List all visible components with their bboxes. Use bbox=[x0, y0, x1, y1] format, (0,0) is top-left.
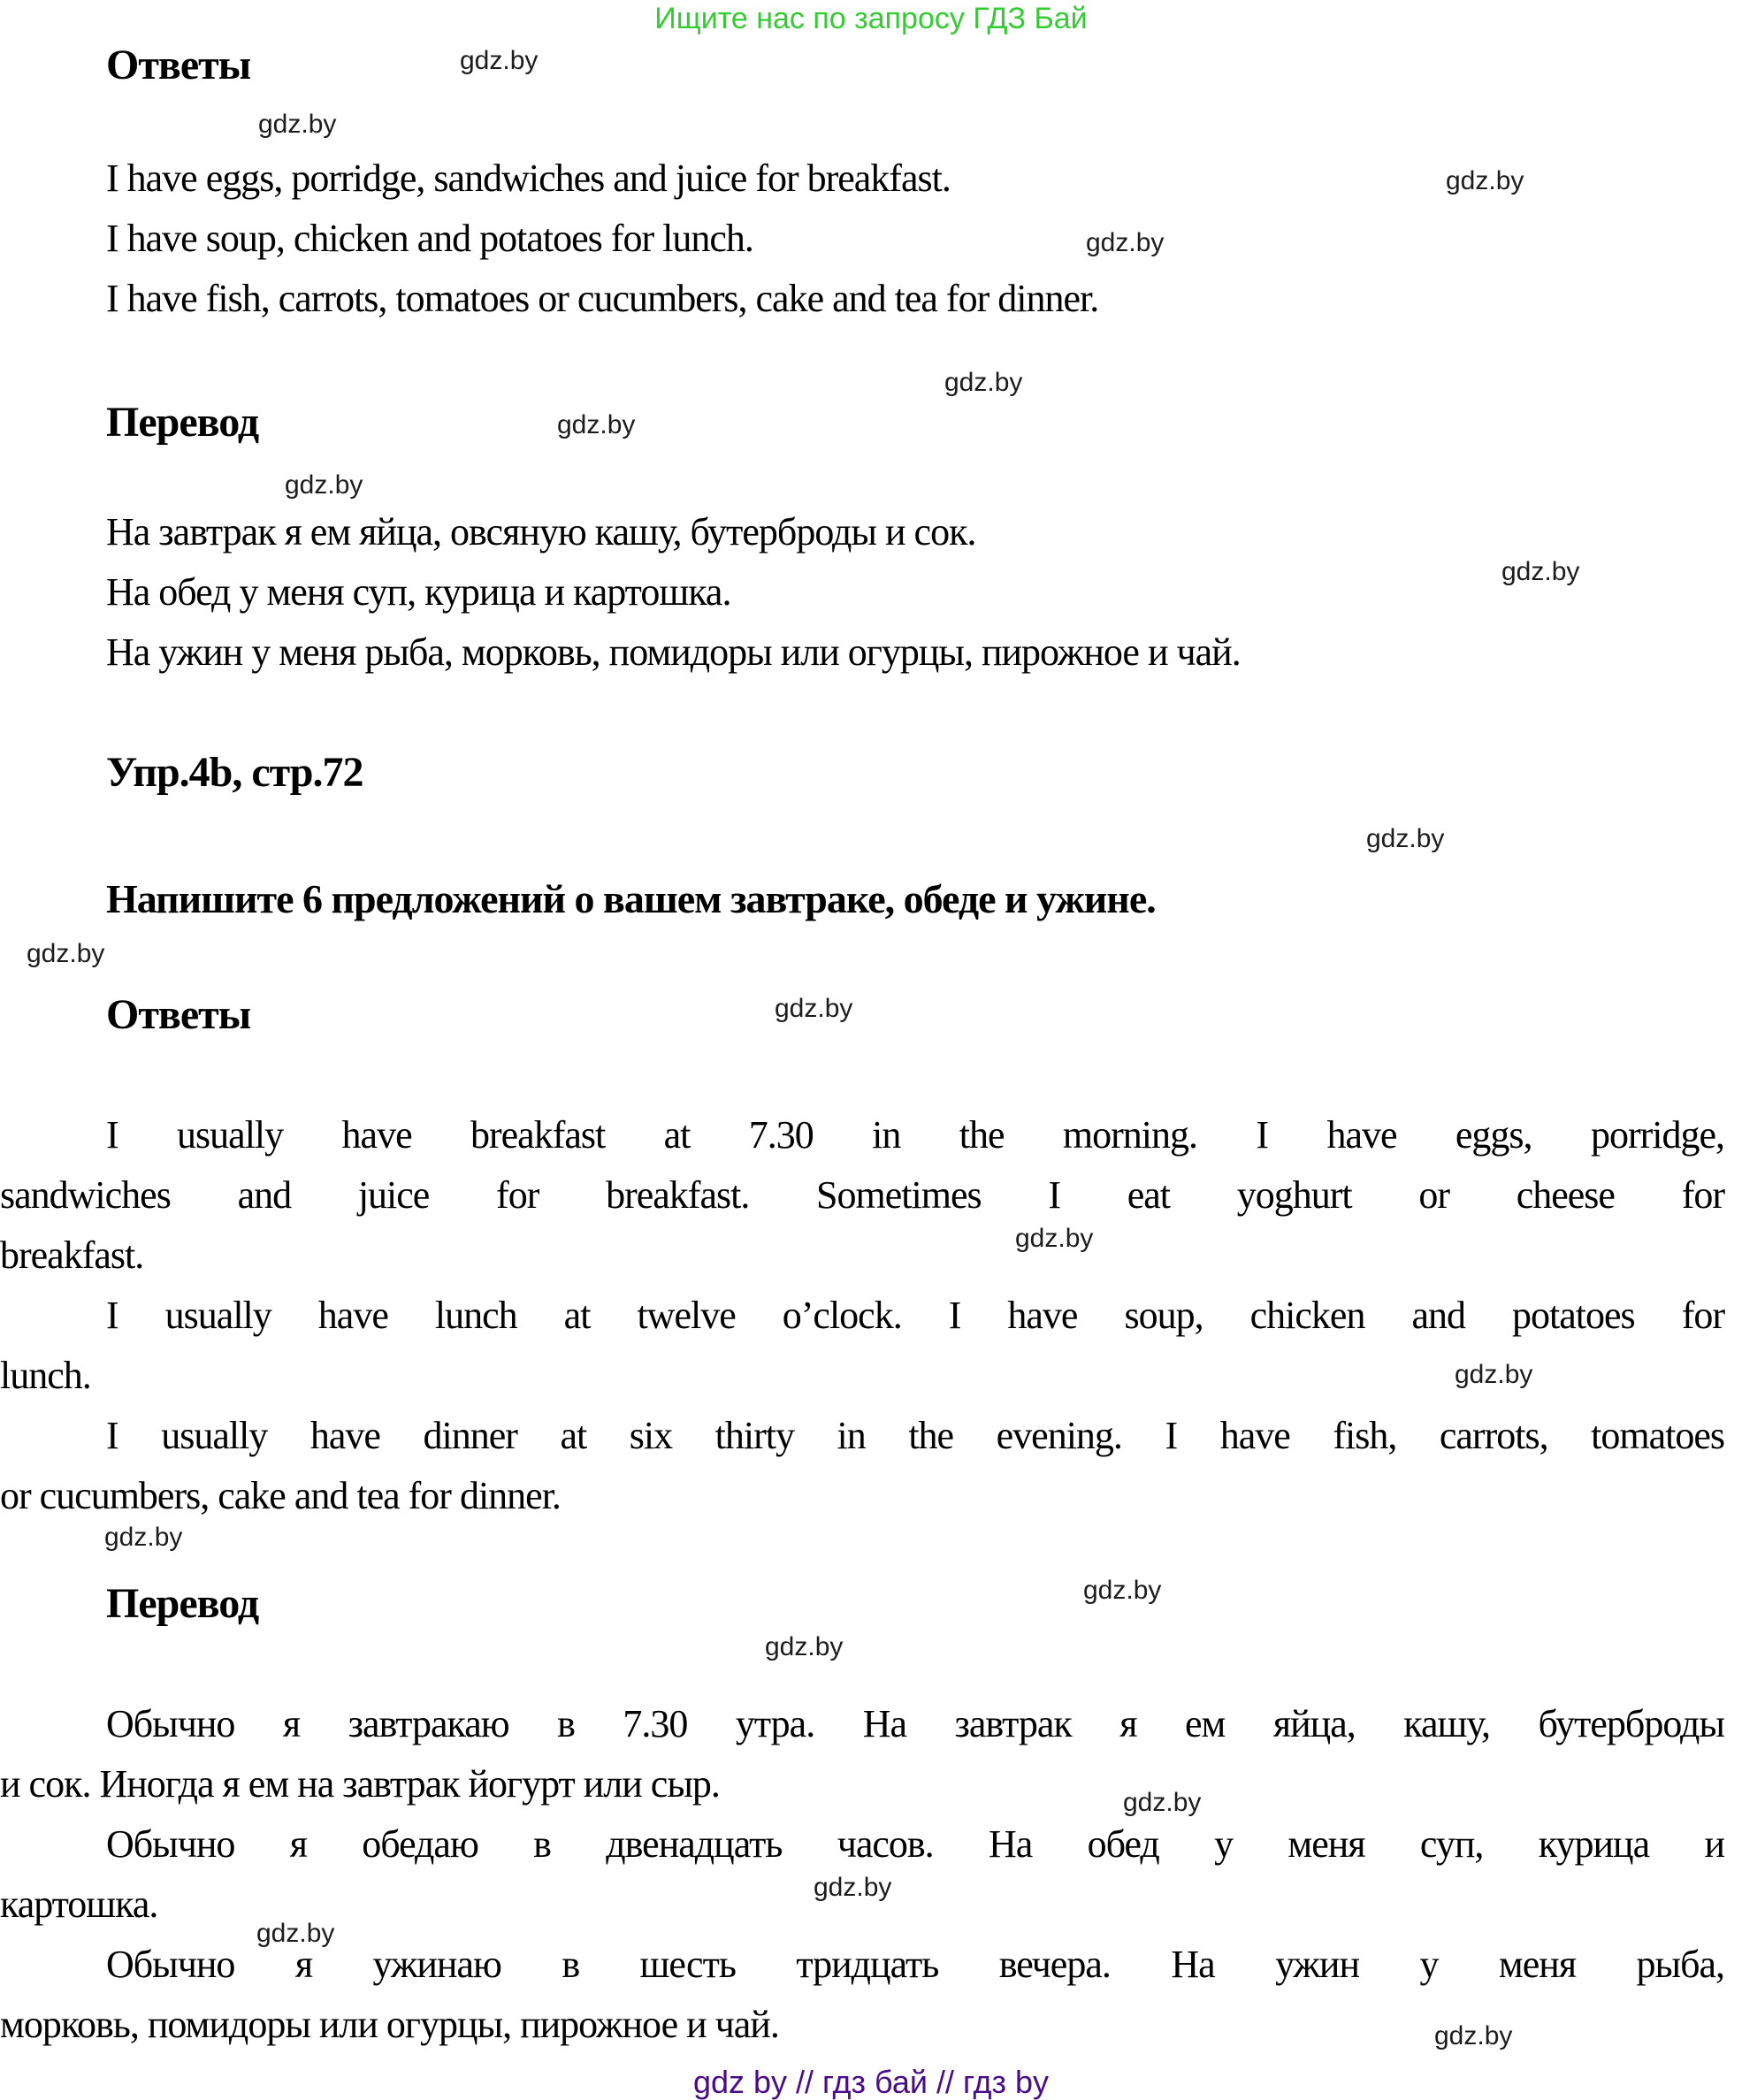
translation-line: На обед у меня суп, курица и картошка. bbox=[106, 570, 731, 614]
gdz-watermark: gdz.by bbox=[258, 110, 337, 139]
translation-short-list bbox=[106, 502, 1241, 683]
gdz-watermark: gdz.by bbox=[557, 410, 636, 439]
promo-banner: Ищите нас по запросу ГДЗ Бай bbox=[654, 2, 1088, 35]
paragraph-line: lunch. bbox=[0, 1354, 91, 1397]
exercise-task: Напишите 6 предложений о вашем завтраке, обеде и ужине. bbox=[106, 876, 1156, 921]
paragraph-line: or cucumbers, cake and tea for dinner. bbox=[0, 1474, 561, 1517]
paragraph-line: Обычно я обедаю в двенадцать часов. На обед у меня суп, курица и bbox=[106, 1822, 1724, 1866]
gdz-watermark: gdz.by bbox=[814, 1873, 892, 1902]
paragraph-line: breakfast. bbox=[0, 1233, 144, 1277]
paragraph-line: Обычно я завтракаю в 7.30 утра. На завтрак я ем яйца, кашу, бутерброды bbox=[106, 1702, 1724, 1745]
paragraph-line: морковь, помидоры или огурцы, пирожное и чай. bbox=[0, 2003, 779, 2046]
gdz-watermark: gdz.by bbox=[944, 368, 1023, 397]
answer-line: I have soup, chicken and potatoes for lunch. bbox=[106, 217, 753, 260]
answers-heading: Ответы bbox=[106, 42, 251, 88]
paragraph-line: I usually have lunch at twelve o’clock. I have soup, chicken and potatoes for bbox=[106, 1294, 1724, 1337]
gdz-watermark: gdz.by bbox=[1083, 1576, 1162, 1605]
gdz-watermark: gdz.by bbox=[1434, 2021, 1513, 2050]
gdz-watermark: gdz.by bbox=[1455, 1360, 1533, 1389]
gdz-watermark: gdz.by bbox=[460, 46, 539, 75]
russian-translation-paragraphs bbox=[0, 1694, 1724, 2055]
paragraph-line: картошка. bbox=[0, 1882, 158, 1926]
gdz-watermark: gdz.by bbox=[104, 1523, 183, 1552]
gdz-watermark: gdz.by bbox=[775, 994, 853, 1023]
paragraph-line: sandwiches and juice for breakfast. Sometimes I eat yoghurt or cheese for bbox=[0, 1173, 1724, 1217]
gdz-watermark: gdz.by bbox=[285, 470, 363, 500]
translation-line: На ужин у меня рыба, морковь, помидоры или огурцы, пирожное и чай. bbox=[106, 630, 1241, 674]
footer-credits: gdz by // гдз бай // гдз by bbox=[692, 2064, 1050, 2100]
gdz-watermark: gdz.by bbox=[256, 1919, 335, 1948]
translation-heading: Перевод bbox=[106, 1580, 259, 1627]
translation-line: На завтрак я ем яйца, овсяную кашу, бутерброды и сок. bbox=[106, 510, 976, 554]
answers-heading: Ответы bbox=[106, 991, 251, 1038]
paragraph-line: I usually have breakfast at 7.30 in the morning. I have eggs, porridge, bbox=[106, 1113, 1724, 1157]
translation-heading: Перевод bbox=[106, 399, 259, 446]
gdz-watermark: gdz.by bbox=[765, 1632, 844, 1661]
gdz-watermark: gdz.by bbox=[1015, 1224, 1094, 1253]
exercise-title: Упр.4b, стр.72 bbox=[106, 749, 363, 796]
english-answer-paragraphs bbox=[0, 1105, 1724, 1526]
gdz-watermark: gdz.by bbox=[1446, 166, 1524, 195]
gdz-watermark: gdz.by bbox=[1366, 824, 1445, 853]
paragraph-line: и сок. Иногда я ем на завтрак йогурт или сыр. bbox=[0, 1762, 720, 1806]
answer-line: I have fish, carrots, tomatoes or cucumbers, cake and tea for dinner. bbox=[106, 277, 1099, 320]
paragraph-line: Обычно я ужинаю в шесть тридцать вечера. На ужин у меня рыба, bbox=[106, 1943, 1724, 1986]
answers-short-list bbox=[106, 149, 1098, 329]
gdz-watermark: gdz.by bbox=[1501, 557, 1580, 586]
answer-line: I have eggs, porridge, sandwiches and juice for breakfast. bbox=[106, 157, 951, 200]
paragraph-line: I usually have dinner at six thirty in the evening. I have fish, carrots, tomatoes bbox=[106, 1414, 1724, 1457]
gdz-watermark: gdz.by bbox=[1123, 1788, 1202, 1817]
gdz-watermark: gdz.by bbox=[1086, 228, 1165, 257]
gdz-watermark: gdz.by bbox=[27, 939, 105, 968]
